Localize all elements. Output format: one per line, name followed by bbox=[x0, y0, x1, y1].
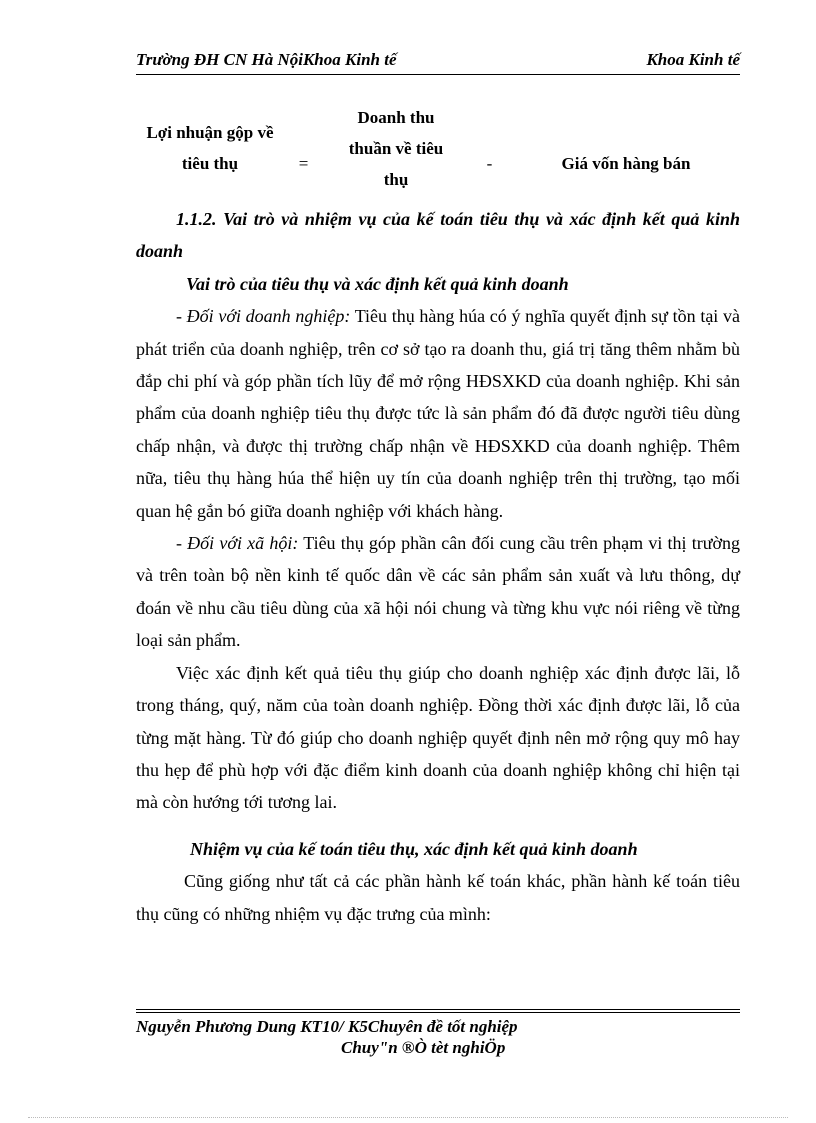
formula-cost-of-goods: Giá vốn hàng bán bbox=[561, 154, 691, 173]
paragraph-enterprise-text: Tiêu thụ hàng húa có ý nghĩa quyết định sự tồn tại và phát triển của doanh nghiệp, trên cơ sở tạo ra doanh thu, giá trị tăng thêm nhằm bù đắp chi phí và góp phần tích lũy để mở rộng HĐSXKD của doanh nghiệp. Khi sản phẩm của doanh nghiệp tiêu thụ được tức là sản phẩm đó đã được người tiêu dùng chấp nhận, và được thị trường chấp nhận về HĐSXKD của doanh nghiệp. Thêm nữa, tiêu thụ hàng húa thể hiện uy tín của doanh nghiệp trên thị trường, tạo mối quan hệ gắn bó giữa doanh nghiệp với khách hàng. bbox=[136, 306, 740, 521]
formula-net-revenue: Doanh thu thuần về tiêu thụ bbox=[348, 108, 444, 189]
paragraph-duties-intro: Cũng giống như tất cả các phần hành kế toán khác, phần hành kế toán tiêu thụ cũng có những nhiệm vụ đặc trưng của mình: bbox=[136, 871, 740, 924]
formula-equals-sign: = bbox=[298, 154, 309, 173]
section-heading: 1.1.2. Vai trò và nhiệm vụ của kế toán tiêu thụ và xác định kết quả kinh doanh bbox=[136, 209, 740, 262]
paragraph-society bbox=[136, 527, 740, 657]
formula-minus-sign: - bbox=[486, 154, 493, 173]
page-header bbox=[136, 48, 740, 75]
header-faculty: Khoa Kinh tế bbox=[646, 50, 740, 69]
paragraph-enterprise-lead: - Đối với doanh nghiệp: bbox=[176, 306, 351, 327]
footer-author: Nguyễn Phương Dung KT10/ K5Chuyên đề tốt nghiệp bbox=[136, 1017, 518, 1036]
duty-heading: Nhiệm vụ của kế toán tiêu thụ, xác định kết quả kinh doanh bbox=[190, 838, 638, 859]
footer-divider bbox=[136, 1009, 740, 1013]
page-edge-dotted-line bbox=[28, 1117, 788, 1118]
paragraph-society-text: Tiêu thụ góp phần cân đối cung cầu trên phạm vi thị trường và trên toàn bộ nền kinh tế quốc dân về các sản phẩm sản xuất và lưu thông, dự đoán về nhu cầu tiêu dùng của xã hội nói chung và từng khu vực nói riêng về từng loại sản phẩm. bbox=[136, 533, 741, 651]
header-school: Trường ĐH CN Hà NộiKhoa Kinh tế bbox=[136, 50, 397, 69]
page-footer bbox=[136, 1016, 740, 1058]
formula-gross-profit: Lợi nhuận gộp về tiêu thụ bbox=[146, 123, 274, 173]
footer-title-garbled: Chuy"n ®Ò tèt nghiÖp bbox=[341, 1038, 506, 1057]
profit-formula bbox=[136, 102, 740, 194]
paragraph-enterprise bbox=[136, 300, 740, 527]
document-body bbox=[136, 203, 740, 930]
role-heading: Vai trò của tiêu thụ và xác định kết quả kinh doanh bbox=[186, 273, 569, 294]
paragraph-result: Việc xác định kết quả tiêu thụ giúp cho doanh nghiệp xác định được lãi, lỗ trong tháng, quý, năm của toàn doanh nghiệp. Đồng thời xác định được lãi, lỗ của từng mặt hàng. Từ đó giúp cho doanh nghiệp quyết định nên mở rộng quy mô hay thu hẹp để phù hợp với đặc điểm kinh doanh của doanh nghiệp không chỉ hiện tại mà còn hướng tới tương lai. bbox=[136, 662, 740, 813]
paragraph-society-lead: - Đối với xã hội: bbox=[176, 533, 299, 554]
